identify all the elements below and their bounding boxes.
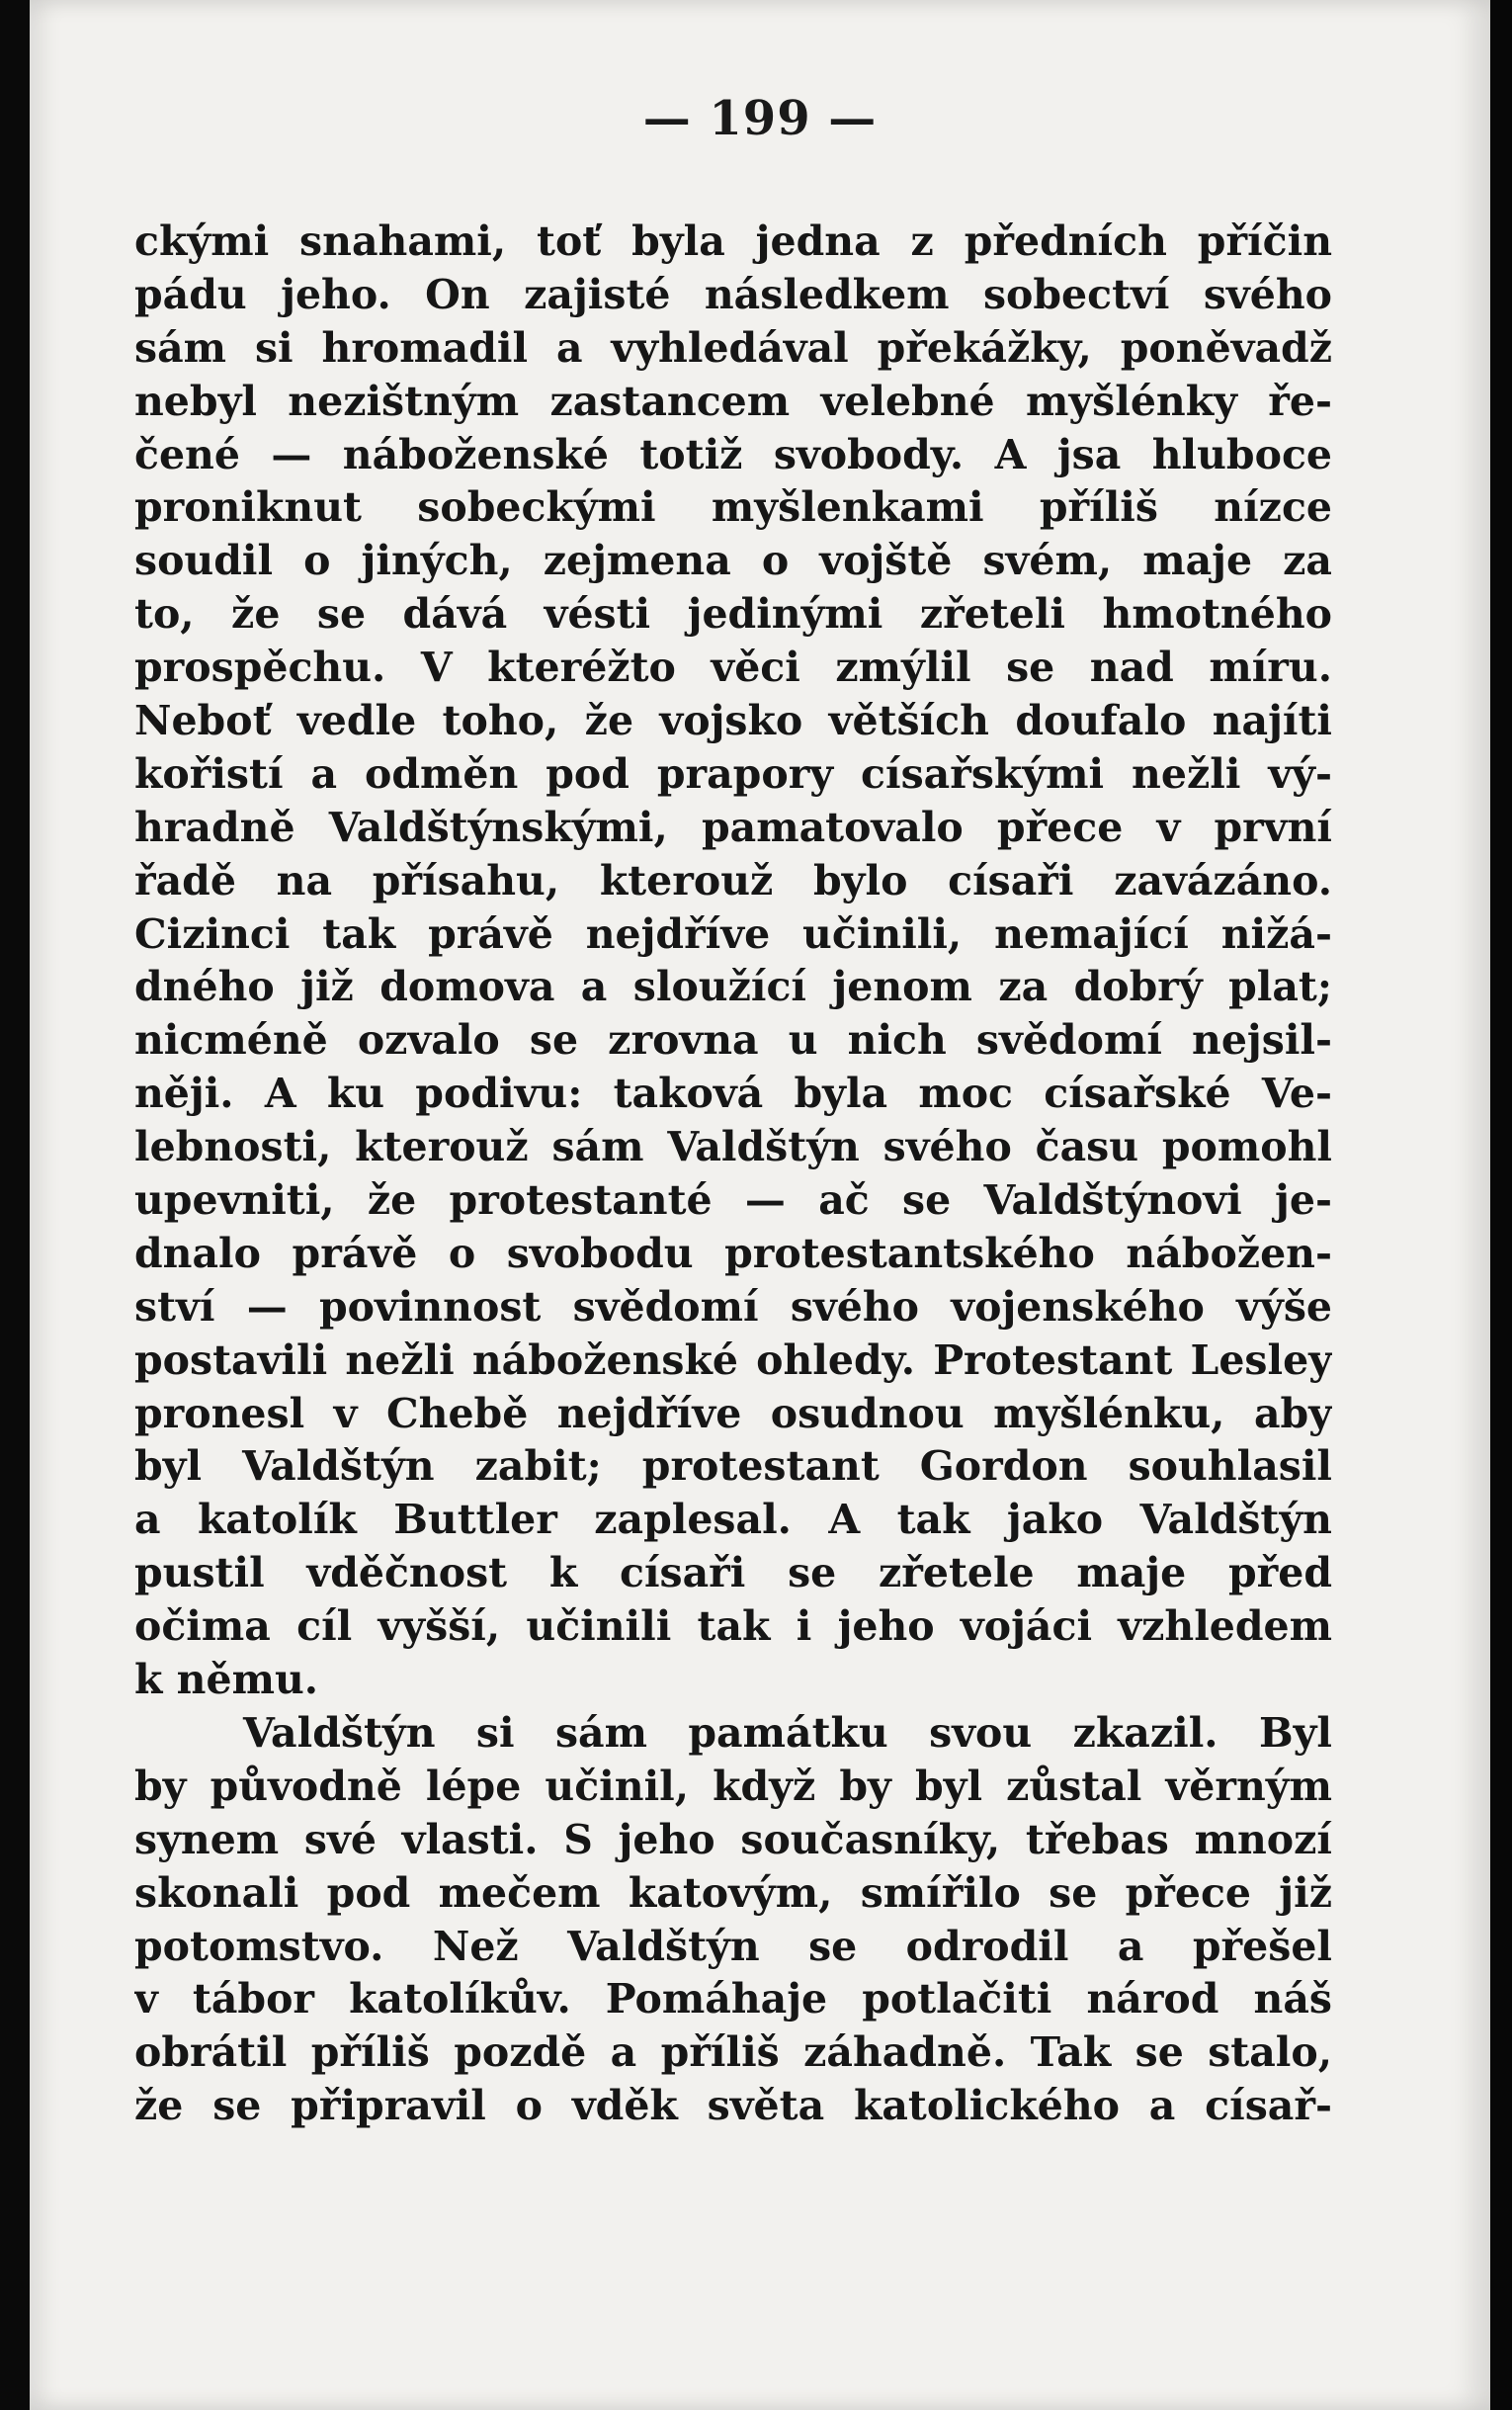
text-line: hradně Valdštýnskými, pamatovalo přece v první xyxy=(134,803,1332,851)
text-line: dného již domova a sloužící jenom za dobrý plat; xyxy=(134,963,1332,1011)
text-line: ckými snahami, toť byla jedna z předních příčin xyxy=(134,217,1332,265)
text-line: Neboť vedle toho, že vojsko větších doufalo najíti xyxy=(134,697,1332,745)
page-number: — 199 — xyxy=(642,91,878,146)
text-line: upevniti, že protestanté — ač se Valdštýnovi je- xyxy=(134,1176,1332,1225)
text-line: očima cíl vyšší, učinili tak i jeho vojáci vzhledem xyxy=(134,1602,1332,1651)
text-line: pronesl v Chebě nejdříve osudnou myšlénku, aby xyxy=(134,1389,1332,1437)
scan-left-border xyxy=(0,0,30,2410)
text-line: byl Valdštýn zabit; protestant Gordon souhlasil xyxy=(134,1442,1332,1491)
paragraph-end-line: k němu. xyxy=(134,1656,319,1704)
text-line: to, že se dává vésti jedinými zřeteli hmotného xyxy=(134,590,1332,639)
text-line: soudil o jiných, zejmena o vojště svém, maje za xyxy=(134,537,1332,585)
text-line: lebnosti, kterouž sám Valdštýn svého času pomohl xyxy=(134,1123,1332,1171)
text-line: dnalo právě o svobodu protestantského nábožen- xyxy=(134,1229,1332,1277)
text-line: skonali pod mečem katovým, smířilo se přece již xyxy=(134,1868,1332,1917)
text-line: ství — povinnost svědomí svého vojenského výše xyxy=(134,1282,1332,1331)
text-line: sám si hromadil a vyhledával překážky, poněvadž xyxy=(134,323,1332,372)
text-line: potomstvo. Než Valdštýn se odrodil a přešel xyxy=(134,1922,1332,1970)
text-line: kořistí a odměn pod prapory císařskými nežli vý- xyxy=(134,749,1332,798)
text-line: nicméně ozvalo se zrovna u nich svědomí nejsil- xyxy=(134,1016,1332,1065)
paragraph-start-line: Valdštýn si sám památku svou zkazil. Byl xyxy=(243,1708,1332,1757)
text-line: něji. A ku podivu: taková byla moc císařské Ve- xyxy=(134,1070,1332,1118)
text-line: řadě na přísahu, kterouž bylo císaři zavázáno. xyxy=(134,856,1332,904)
text-line: proniknut sobeckými myšlenkami příliš nízce xyxy=(134,483,1332,532)
text-line: nebyl nezištným zastancem velebné myšlénky ře- xyxy=(134,377,1332,425)
text-line: obrátil příliš pozdě a příliš záhadně. Tak se stalo, xyxy=(134,2028,1332,2077)
scan-right-border xyxy=(1490,0,1512,2410)
book-page xyxy=(30,0,1490,2410)
text-line: by původně lépe učinil, když by byl zůstal věrným xyxy=(134,1762,1332,1810)
text-line: prospěchu. V kteréžto věci zmýlil se nad míru. xyxy=(134,644,1332,692)
text-line: Cizinci tak právě nejdříve učinili, nemající nižá- xyxy=(134,909,1332,958)
text-line: že se připravil o vděk světa katolického a císař- xyxy=(134,2082,1332,2130)
text-line: v tábor katolíkův. Pomáhaje potlačiti národ náš xyxy=(134,1975,1332,2023)
text-line: postavili nežli náboženské ohledy. Protestant Lesley xyxy=(134,1335,1332,1384)
text-line: a katolík Buttler zaplesal. A tak jako Valdštýn xyxy=(134,1496,1332,1544)
text-line: čené — náboženské totiž svobody. A jsa hluboce xyxy=(134,430,1332,478)
text-line: synem své vlasti. S jeho současníky, třebas mnozí xyxy=(134,1815,1332,1863)
text-line: pádu jeho. On zajisté následkem sobectví svého xyxy=(134,270,1332,318)
text-line: pustil vděčnost k císaři se zřetele maje před xyxy=(134,1549,1332,1597)
body-text xyxy=(134,215,1332,2133)
